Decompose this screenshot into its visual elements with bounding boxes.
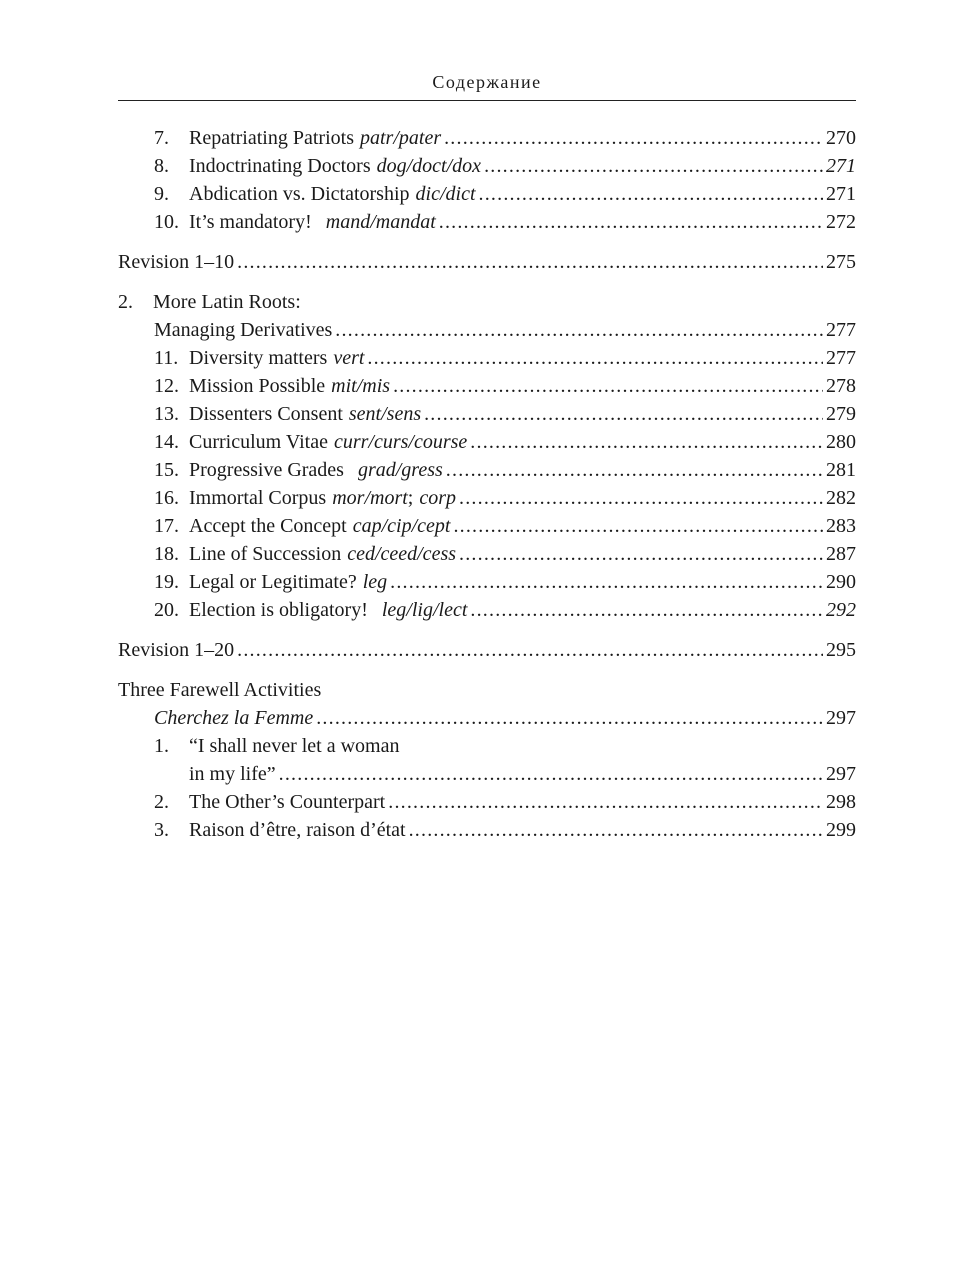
entry-number: 12. <box>154 375 179 397</box>
entry-root: patr/pater <box>359 127 442 149</box>
entry-page: 270 <box>826 127 856 149</box>
entry-title-line2: in my life” <box>189 763 276 785</box>
toc-farewell-heading <box>118 676 856 704</box>
toc-farewell-1[interactable] <box>118 760 856 788</box>
entry-root: leg/lig/lect <box>381 599 468 621</box>
entry-number: 15. <box>154 459 179 481</box>
page-header <box>118 72 856 101</box>
dot-leader <box>316 704 823 732</box>
entry-root: mand/mandat <box>325 211 436 233</box>
entry-title: Curriculum Vitae <box>189 431 328 453</box>
toc-entry-11[interactable] <box>118 344 856 372</box>
dot-leader <box>237 636 823 664</box>
toc-entry-7[interactable] <box>118 124 856 152</box>
entry-number: 16. <box>154 487 179 509</box>
entry-title: Mission Possible <box>189 375 326 397</box>
entry-root: mor/mort <box>332 487 408 509</box>
entry-page: 299 <box>826 819 856 841</box>
entry-title: The Other’s Counterpart <box>189 791 386 813</box>
section-title-line2: Managing Derivatives <box>154 319 333 341</box>
entry-number: 2. <box>154 791 169 813</box>
entry-root: cap/cip/cept <box>352 515 451 537</box>
entry-title: Indoctrinating Doctors <box>189 155 371 177</box>
toc-entry-9[interactable] <box>118 180 856 208</box>
dot-leader <box>484 152 823 180</box>
entry-page: 297 <box>826 763 856 785</box>
table-of-contents <box>118 124 856 844</box>
entry-title: It’s mandatory! <box>189 211 312 233</box>
entry-number: 14. <box>154 431 179 453</box>
toc-section-2[interactable] <box>118 316 856 344</box>
entry-page: 272 <box>826 211 856 233</box>
entry-title-line1: “I shall never let a woman <box>189 735 400 757</box>
entry-page: 282 <box>826 487 856 509</box>
dot-leader <box>459 540 823 568</box>
toc-entry-10[interactable] <box>118 208 856 236</box>
toc-entry-15[interactable] <box>118 456 856 484</box>
entry-title: Accept the Concept <box>189 515 347 537</box>
entry-root: dog/doct/dox <box>376 155 482 177</box>
toc-revision-1-10[interactable] <box>118 248 856 276</box>
dot-leader <box>279 760 823 788</box>
entry-title: Raison d’être, raison d’état <box>189 819 406 841</box>
entry-title: Abdication vs. Dictatorship <box>189 183 410 205</box>
toc-entry-14[interactable] <box>118 428 856 456</box>
entry-number: 3. <box>154 819 169 841</box>
entry-root-2: corp <box>419 487 457 509</box>
entry-number: 1. <box>154 735 169 757</box>
dot-leader <box>335 316 823 344</box>
entry-page: 277 <box>826 347 856 369</box>
toc-entry-13[interactable] <box>118 400 856 428</box>
entry-number: 18. <box>154 543 179 565</box>
root-separator: ; <box>407 487 414 509</box>
dot-leader <box>453 512 823 540</box>
entry-page: 283 <box>826 515 856 537</box>
entry-root: leg <box>362 571 388 593</box>
entry-page: 297 <box>826 707 856 729</box>
entry-page: 275 <box>826 251 856 273</box>
entry-title: Revision 1–20 <box>118 639 235 661</box>
dot-leader <box>444 124 823 152</box>
entry-title: Election is obligatory! <box>189 599 368 621</box>
entry-number: 17. <box>154 515 179 537</box>
entry-title: Diversity matters <box>189 347 328 369</box>
entry-page: 287 <box>826 543 856 565</box>
entry-page: 280 <box>826 431 856 453</box>
entry-page: 271 <box>826 155 856 177</box>
toc-farewell-2[interactable] <box>118 788 856 816</box>
entry-root: curr/curs/course <box>333 431 468 453</box>
entry-number: 20. <box>154 599 179 621</box>
entry-root: vert <box>333 347 365 369</box>
toc-section-2-heading <box>118 288 856 316</box>
entry-title: Dissenters Consent <box>189 403 343 425</box>
dot-leader <box>388 788 823 816</box>
entry-page: 290 <box>826 571 856 593</box>
header-title: Содержание <box>432 72 542 92</box>
entry-root: sent/sens <box>348 403 422 425</box>
entry-page: 292 <box>826 599 856 621</box>
entry-number: 10. <box>154 211 179 233</box>
entry-title: Legal or Legitimate? <box>189 571 357 593</box>
dot-leader <box>459 484 823 512</box>
dot-leader <box>439 208 823 236</box>
entry-page: 295 <box>826 639 856 661</box>
entry-number: 19. <box>154 571 179 593</box>
entry-number: 9. <box>154 183 169 205</box>
toc-entry-8[interactable] <box>118 152 856 180</box>
entry-number: 7. <box>154 127 169 149</box>
entry-page: 279 <box>826 403 856 425</box>
farewell-title: Three Farewell Activities <box>118 679 322 701</box>
dot-leader <box>393 372 823 400</box>
dot-leader <box>390 568 823 596</box>
toc-entry-19[interactable] <box>118 568 856 596</box>
toc-farewell-1-heading <box>118 732 856 760</box>
dot-leader <box>479 180 823 208</box>
entry-title: Repatriating Patriots <box>189 127 354 149</box>
entry-number: 13. <box>154 403 179 425</box>
toc-entry-18[interactable] <box>118 540 856 568</box>
farewell-subtitle: Cherchez la Femme <box>154 707 314 729</box>
entry-page: 281 <box>826 459 856 481</box>
toc-entry-12[interactable] <box>118 372 856 400</box>
entry-root: ced/ceed/cess <box>347 543 457 565</box>
entry-root: dic/dict <box>415 183 476 205</box>
entry-root: mit/mis <box>331 375 391 397</box>
entry-number: 11. <box>154 347 179 369</box>
entry-page: 298 <box>826 791 856 813</box>
entry-title: Progressive Grades <box>189 459 344 481</box>
toc-entry-17[interactable] <box>118 512 856 540</box>
dot-leader <box>424 400 823 428</box>
toc-farewell[interactable] <box>118 704 856 732</box>
toc-entry-16[interactable] <box>118 484 856 512</box>
dot-leader <box>470 428 823 456</box>
entry-page: 277 <box>826 319 856 341</box>
dot-leader <box>409 816 823 844</box>
entry-number: 8. <box>154 155 169 177</box>
entry-title: Line of Succession <box>189 543 342 565</box>
entry-root: grad/gress <box>357 459 443 481</box>
entry-title: Immortal Corpus <box>189 487 327 509</box>
entry-page: 278 <box>826 375 856 397</box>
section-title-line1: More Latin Roots: <box>153 291 301 313</box>
dot-leader <box>367 344 823 372</box>
toc-entry-20[interactable] <box>118 596 856 624</box>
toc-farewell-3[interactable] <box>118 816 856 844</box>
dot-leader <box>237 248 823 276</box>
dot-leader <box>470 596 823 624</box>
dot-leader <box>446 456 823 484</box>
entry-page: 271 <box>826 183 856 205</box>
entry-title: Revision 1–10 <box>118 251 235 273</box>
section-number: 2. <box>118 291 133 313</box>
toc-revision-1-20[interactable] <box>118 636 856 664</box>
